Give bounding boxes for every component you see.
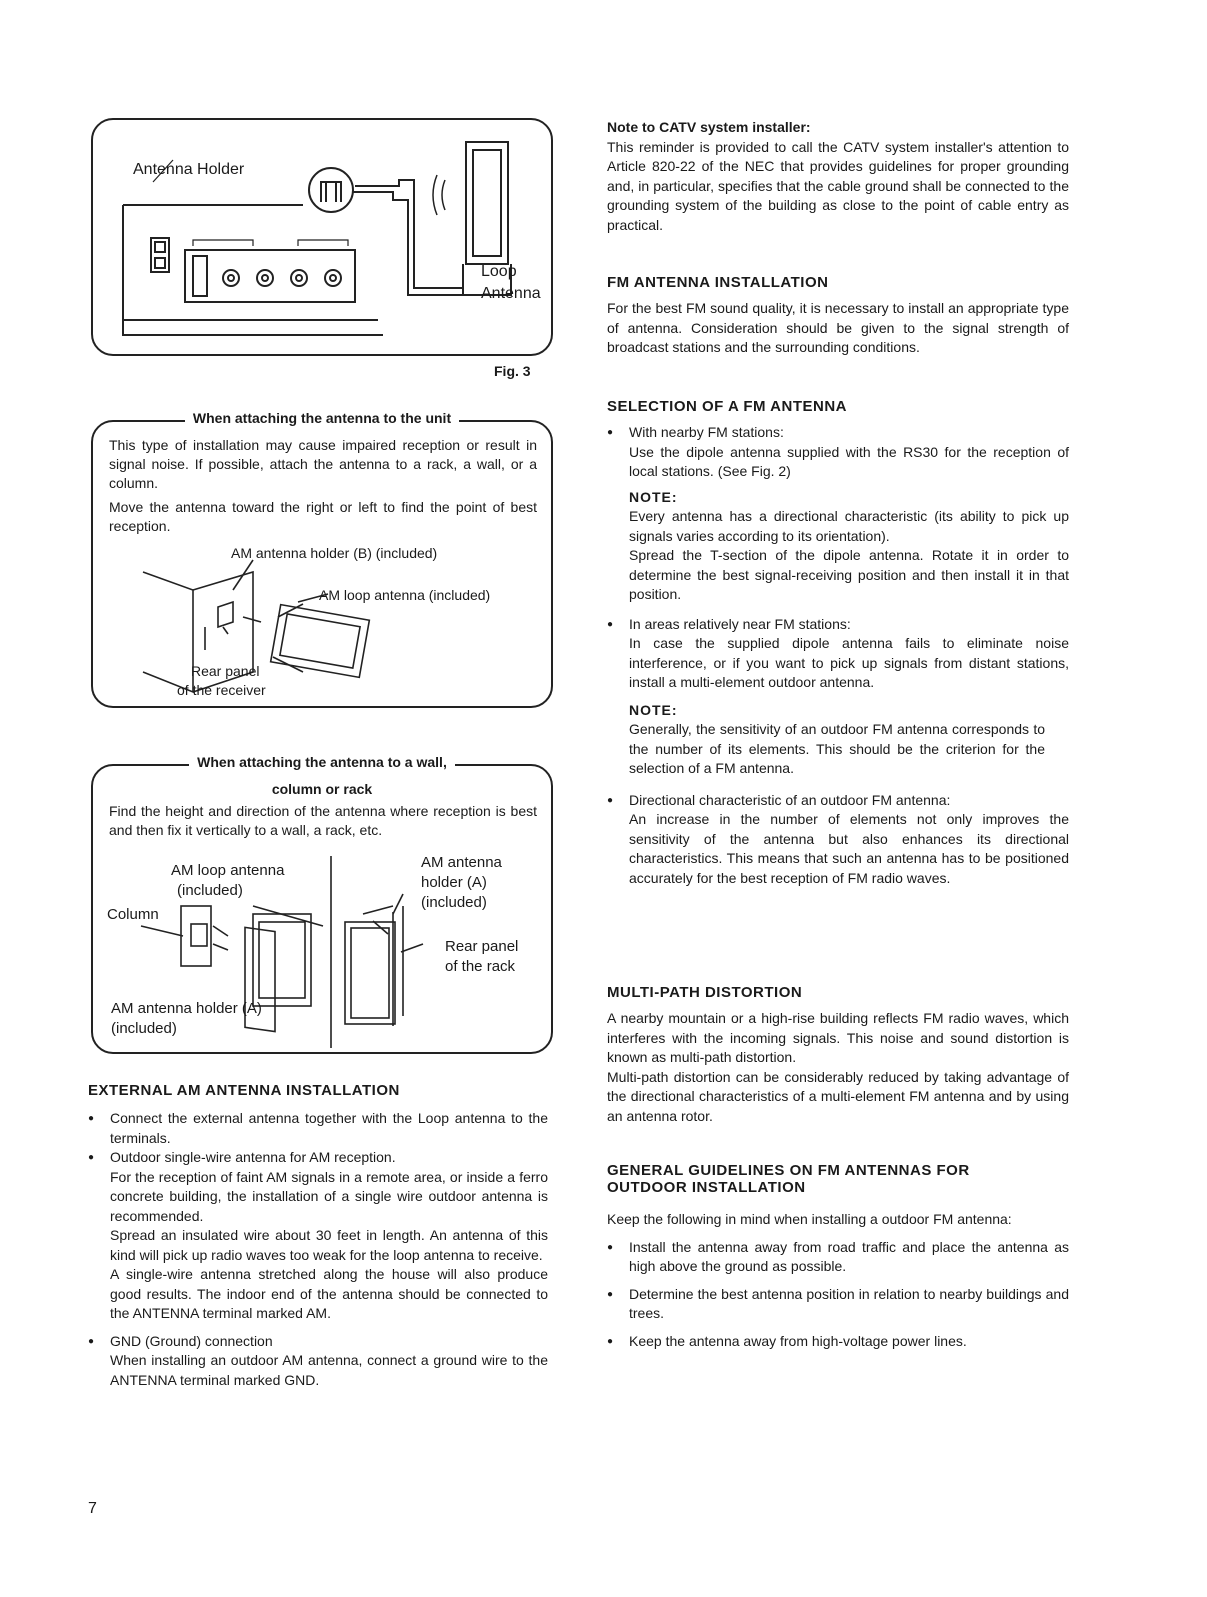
external-am-b2-p2: Spread an insulated wire about 30 feet in length. An antenna of this kind will pick up radio waves too weak for the loop antenna to receive. xyxy=(110,1227,548,1263)
heading-selection: SELECTION OF A FM ANTENNA xyxy=(607,398,847,415)
guidelines-bullet2: ● Determine the best antenna position in relation to nearby buildings and trees. xyxy=(607,1285,1069,1324)
section-external-am xyxy=(88,1082,548,1390)
section-selection xyxy=(607,398,1069,888)
box-attach-wall-title1: When attaching the antenna to a wall, xyxy=(189,754,455,770)
fig3-frame xyxy=(91,118,553,356)
selection-bullet2-title: ● In areas relatively near FM stations: xyxy=(607,615,1069,635)
attach-unit-illustration xyxy=(93,422,555,710)
section-fm-install xyxy=(607,274,1069,358)
section-catv xyxy=(607,118,1069,235)
external-am-b2-p3: A single-wire antenna stretched along the house will also produce good results. The indoor end of the antenna should be connected to the ANTENNA terminal marked AM. xyxy=(110,1266,548,1321)
selection-b1-text: Use the dipole antenna supplied with the RS30 for the reception of local stations. (See Fig. 2) xyxy=(629,443,1069,479)
box-attach-wall xyxy=(91,754,553,1054)
selection-bullet1-title: ● With nearby FM stations: xyxy=(607,423,1069,443)
label-holder-a2: (included) xyxy=(111,1020,177,1037)
guidelines-intro: Keep the following in mind when installing a outdoor FM antenna: xyxy=(607,1211,1012,1227)
label-wall-loop2: (included) xyxy=(177,882,243,899)
label-antenna-holder: Antenna Holder xyxy=(133,161,245,178)
fig3-illustration xyxy=(93,120,555,358)
external-am-b2-p1: For the reception of faint AM signals in a remote area, or inside a ferro concrete building, the installation of a single wire outdoor antenna is recommended. xyxy=(110,1168,548,1224)
section-guidelines xyxy=(607,1162,1069,1351)
heading-external-am: EXTERNAL AM ANTENNA INSTALLATION xyxy=(88,1082,400,1099)
label-column: Column xyxy=(107,906,159,923)
label-r-holder3: (included) xyxy=(421,894,487,911)
multipath-p1: A nearby mountain or a high-rise building reflects FM radio waves, which interferes with the incoming signals. This noise and sound distortion is known as multi-path distortion. xyxy=(607,1010,1069,1065)
heading-guidelines-1: GENERAL GUIDELINES ON FM ANTENNAS FOR xyxy=(607,1162,970,1179)
selection-note2-label: NOTE: xyxy=(629,701,678,718)
box-attach-unit-title: When attaching the antenna to the unit xyxy=(185,410,459,426)
selection-b2-text: In case the supplied dipole antenna fails to eliminate noise interference, or if you want to pick up signals from distant stations, install a multi-element outdoor antenna. xyxy=(629,635,1069,690)
label-rear-panel-rack: Rear panel xyxy=(445,938,519,955)
label-holder-b: AM antenna holder (B) (included) xyxy=(231,545,438,561)
label-loop-included: AM loop antenna (included) xyxy=(319,587,491,603)
selection-note1-p2: Spread the T-section of the dipole antenna. Rotate it in order to determine the best signal-receiving position and then install it in that position. xyxy=(629,547,1069,602)
heading-fm-install: FM ANTENNA INSTALLATION xyxy=(607,274,829,291)
heading-guidelines-2: OUTDOOR INSTALLATION xyxy=(607,1179,806,1196)
label-holder-a1: AM antenna holder (A) xyxy=(111,1000,262,1017)
label-r-holder2: holder (A) xyxy=(421,874,487,891)
guidelines-bullet3: ● Keep the antenna away from high-voltage power lines. xyxy=(607,1332,1069,1352)
section-multipath xyxy=(607,984,1069,1126)
label-r-holder1: AM antenna xyxy=(421,854,502,871)
page-number: 7 xyxy=(88,1500,97,1517)
label-antenna: Antenna xyxy=(481,285,541,302)
external-am-bullet3-title: ● GND (Ground) connection xyxy=(88,1332,548,1352)
box-attach-wall-text: Find the height and direction of the antenna where reception is best and then fix it vertically to a wall, a rack, etc. xyxy=(109,803,537,838)
box-attach-unit-text1: This type of installation may cause impaired reception or result in signal noise. If possible, attach the antenna to a rack, a wall, or a column. xyxy=(109,437,537,491)
external-am-bullet1: ● Connect the external antenna together with the Loop antenna to the terminals. xyxy=(88,1109,548,1148)
label-of-receiver: of the receiver xyxy=(177,682,266,698)
box-attach-unit xyxy=(91,410,553,708)
label-of-rack: of the rack xyxy=(445,958,516,975)
fm-install-text: For the best FM sound quality, it is necessary to install an appropriate type of antenna. Consideration should be given to the signal strength of broadcast stations and the surrounding conditions. xyxy=(607,300,1069,355)
catv-text: This reminder is provided to call the CATV system installer's attention to Article 820-22 of the NEC that provides guidelines for proper grounding and, in particular, specifies that the cable ground shall be connected to the grounding system of the building as close to the point of cable entry as practical. xyxy=(607,138,1069,233)
selection-note2-text: Generally, the sensitivity of an outdoor FM antenna corresponds to the number of its elements. This should be the criterion for the selection of a FM antenna. xyxy=(629,721,1045,776)
selection-b3-text: An increase in the number of elements not only improves the sensitivity of the antenna but also enhances its directional characteristics. This means that such an antenna has to be positioned accurately for the best reception of FM radio waves. xyxy=(629,811,1069,886)
label-loop: Loop xyxy=(481,263,517,280)
external-am-bullet2-title: ● Outdoor single-wire antenna for AM reception. xyxy=(88,1148,548,1168)
selection-note-label: NOTE: xyxy=(629,488,678,505)
fig3-caption: Fig. 3 xyxy=(494,363,531,379)
catv-title: Note to CATV system installer: xyxy=(607,119,811,135)
selection-bullet3-title: ● Directional characteristic of an outdoor FM antenna: xyxy=(607,791,1069,811)
guidelines-bullet1: ● Install the antenna away from road traffic and place the antenna as high above the ground as possible. xyxy=(607,1238,1069,1277)
selection-note1-p1: Every antenna has a directional characteristic (its ability to pick up signals varies according to its orientation). xyxy=(629,508,1069,544)
multipath-p2: Multi-path distortion can be considerably reduced by taking advantage of the directional characteristics of a multi-element FM antenna and by using an antenna rotor. xyxy=(607,1068,1069,1124)
label-rear-panel: Rear panel xyxy=(191,663,260,679)
box-attach-unit-text2: Move the antenna toward the right or left to find the point of best reception. xyxy=(109,499,537,534)
heading-multipath: MULTI-PATH DISTORTION xyxy=(607,984,803,1001)
external-am-b3-p1: When installing an outdoor AM antenna, connect a ground wire to the ANTENNA terminal marked GND. xyxy=(110,1352,548,1388)
label-wall-loop1: AM loop antenna xyxy=(171,862,285,879)
box-attach-wall-title2: column or rack xyxy=(271,781,373,797)
